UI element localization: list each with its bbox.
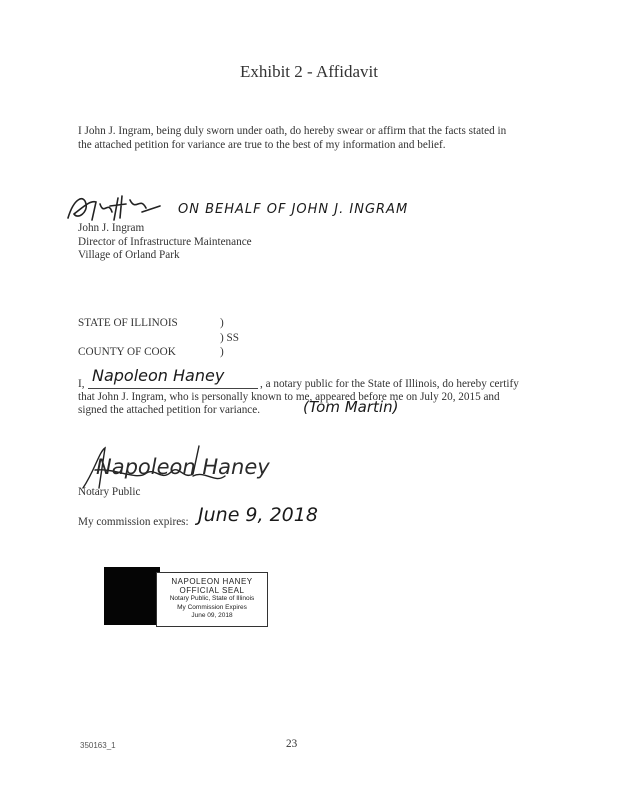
cert-prefix: I, — [78, 378, 85, 390]
cert-handwritten-note: (Tom Martin) — [303, 398, 399, 416]
cert-line-2: that John J. Ingram, who is personally known to me, appeared before me on July 20, 2015 and — [78, 391, 500, 403]
statement-line-1: I John J. Ingram, being duly sworn under oath, do hereby swear or affirm that the facts stated in — [78, 125, 507, 137]
seal-line-1: NAPOLEON HANEY — [171, 577, 253, 586]
commission-expires-label: My commission expires: — [78, 516, 189, 528]
seal-line-4: My Commission Expires — [177, 603, 247, 611]
venue-ss: ) SS — [220, 332, 239, 344]
seal-line-5: June 09, 2018 — [191, 612, 233, 620]
commission-expires-handwritten: June 9, 2018 — [198, 504, 318, 526]
signature-on-behalf-note: ON BEHALF OF JOHN J. INGRAM — [178, 202, 409, 217]
document-title: Exhibit 2 - Affidavit — [239, 62, 379, 81]
notary-name-handwritten: Napoleon Haney — [92, 366, 225, 385]
venue-county-paren: ) — [220, 346, 224, 358]
cert-line-3: signed the attached petition for variance. — [78, 404, 261, 416]
statement-line-2: the attached petition for variance are true to the best of my information and belief. — [78, 138, 446, 151]
venue-county: COUNTY OF COOK — [78, 346, 176, 358]
footer-document-id: 350163_1 — [80, 741, 116, 750]
notary-name-blank — [88, 366, 258, 389]
signer-title: Director of Infrastructure Maintenance — [78, 235, 252, 248]
notary-public-label: Notary Public — [78, 486, 141, 498]
signer-block — [78, 222, 252, 263]
signer-name: John J. Ingram — [78, 222, 145, 234]
venue-state-paren: ) — [220, 317, 224, 329]
signer-organization: Village of Orland Park — [78, 249, 180, 261]
notary-signature: Napoleon Haney — [96, 455, 270, 479]
cert-line-1-rest: , a notary public for the State of Illinois, do hereby certify — [260, 378, 519, 390]
affidavit-statement — [78, 125, 506, 152]
venue-state: STATE OF ILLINOIS — [78, 317, 178, 329]
page-number: 23 — [286, 738, 298, 750]
seal-line-3: Notary Public, State of Illinois — [169, 595, 255, 603]
notary-official-seal — [156, 572, 268, 627]
redaction-box — [104, 567, 160, 625]
seal-line-2: OFFICIAL SEAL — [179, 585, 245, 595]
